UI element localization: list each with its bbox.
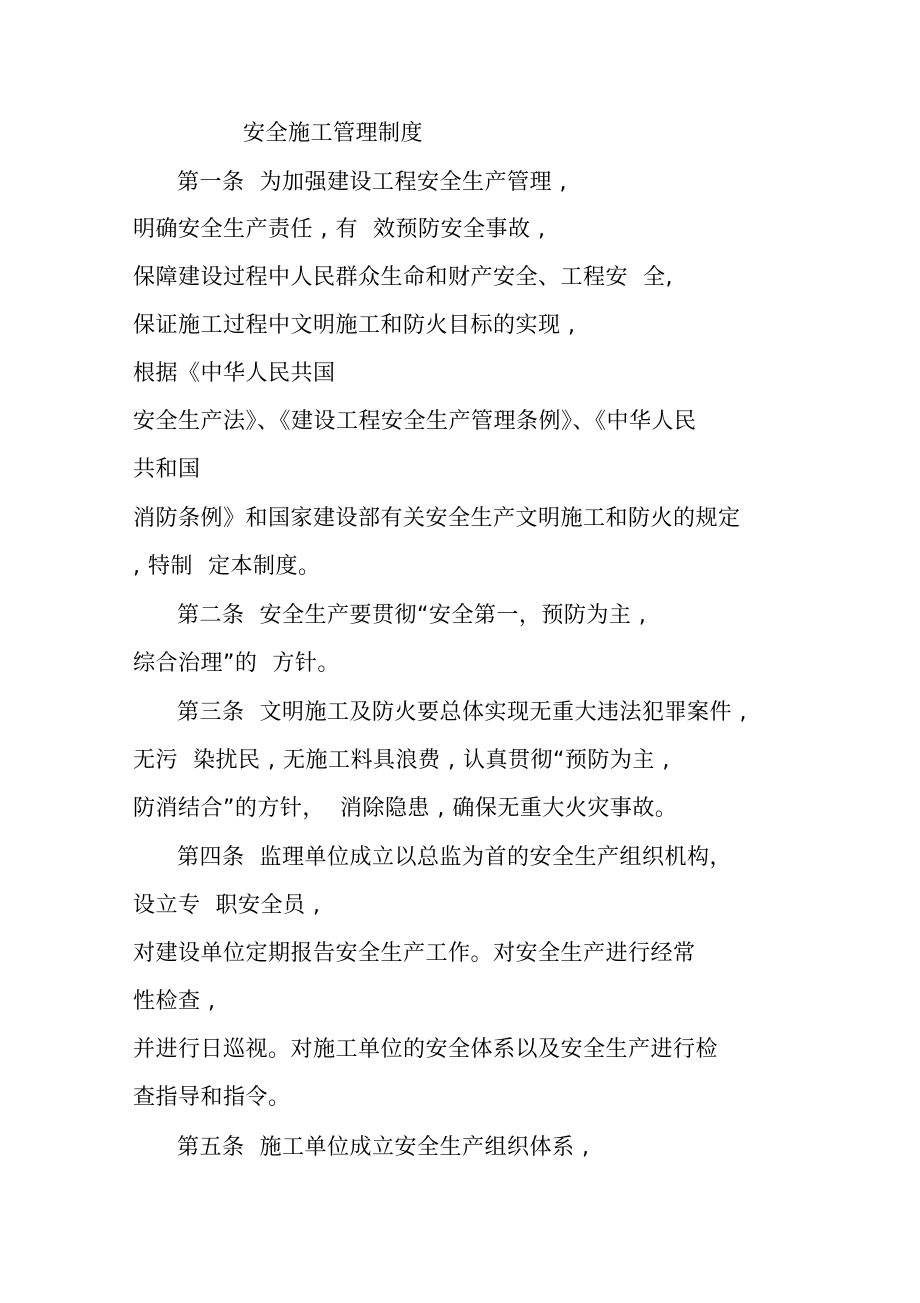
article-1-line-7: 共和国: [133, 457, 201, 482]
article-3-line-2: 无污 染扰民 , 无施工料具浪费 , 认真贯彻“预防为主 ,: [133, 748, 670, 773]
article-4-line-1: 第四条 监理单位成立以总监为首的安全生产组织机构，: [177, 845, 732, 870]
article-1-line-3: 保障建设过程中人民群众生命和财产安全、工程安 全,: [133, 265, 673, 290]
article-1-line-6: 安全生产法》、《建设工程安全生产管理条例》、《中华人民: [133, 409, 697, 434]
article-1-line-4: 保证施工过程中文明施工和防火目标的实现 ,: [133, 313, 576, 338]
article-1-line-5: 根据《中华人民共国: [133, 361, 336, 386]
article-1-line-2: 明确安全生产责任 , 有 效预防安全事故 ,: [133, 217, 546, 242]
document-title: 安全施工管理制度: [243, 121, 424, 146]
article-4-line-6: 查指导和指令。: [133, 1085, 291, 1110]
article-1-line-9: , 特制 定本制度。: [133, 554, 321, 579]
article-3-line-1: 第三条 文明施工及防火要总体实现无重大违法犯罪案件 ,: [177, 700, 747, 725]
article-1-line-1: 第一条 为加强建设工程安全生产管理 ,: [177, 170, 567, 195]
article-4-line-3: 对建设单位定期报告安全生产工作。对安全生产进行经常: [133, 941, 696, 966]
article-5-line-1: 第五条 施工单位成立安全生产组织体系 ,: [177, 1135, 590, 1160]
article-1-line-8: 消防条例》和国家建设部有关安全生产文明施工和防火的规定: [133, 506, 741, 531]
article-2-line-2: 综合治理”的 方针。: [133, 651, 340, 676]
article-4-line-4: 性检查 ,: [133, 989, 216, 1014]
article-3-line-3: 防消结合”的方针， 消除隐患 , 确保无重大火灾事故。: [133, 796, 678, 821]
article-4-line-5: 并进行日巡视。对施工单位的安全体系以及安全生产进行检: [133, 1037, 719, 1062]
article-2-line-1: 第二条 安全生产要贯彻“安全第一，预防为主 ,: [177, 603, 647, 628]
article-4-line-2: 设立专 职安全员 ,: [133, 893, 321, 918]
